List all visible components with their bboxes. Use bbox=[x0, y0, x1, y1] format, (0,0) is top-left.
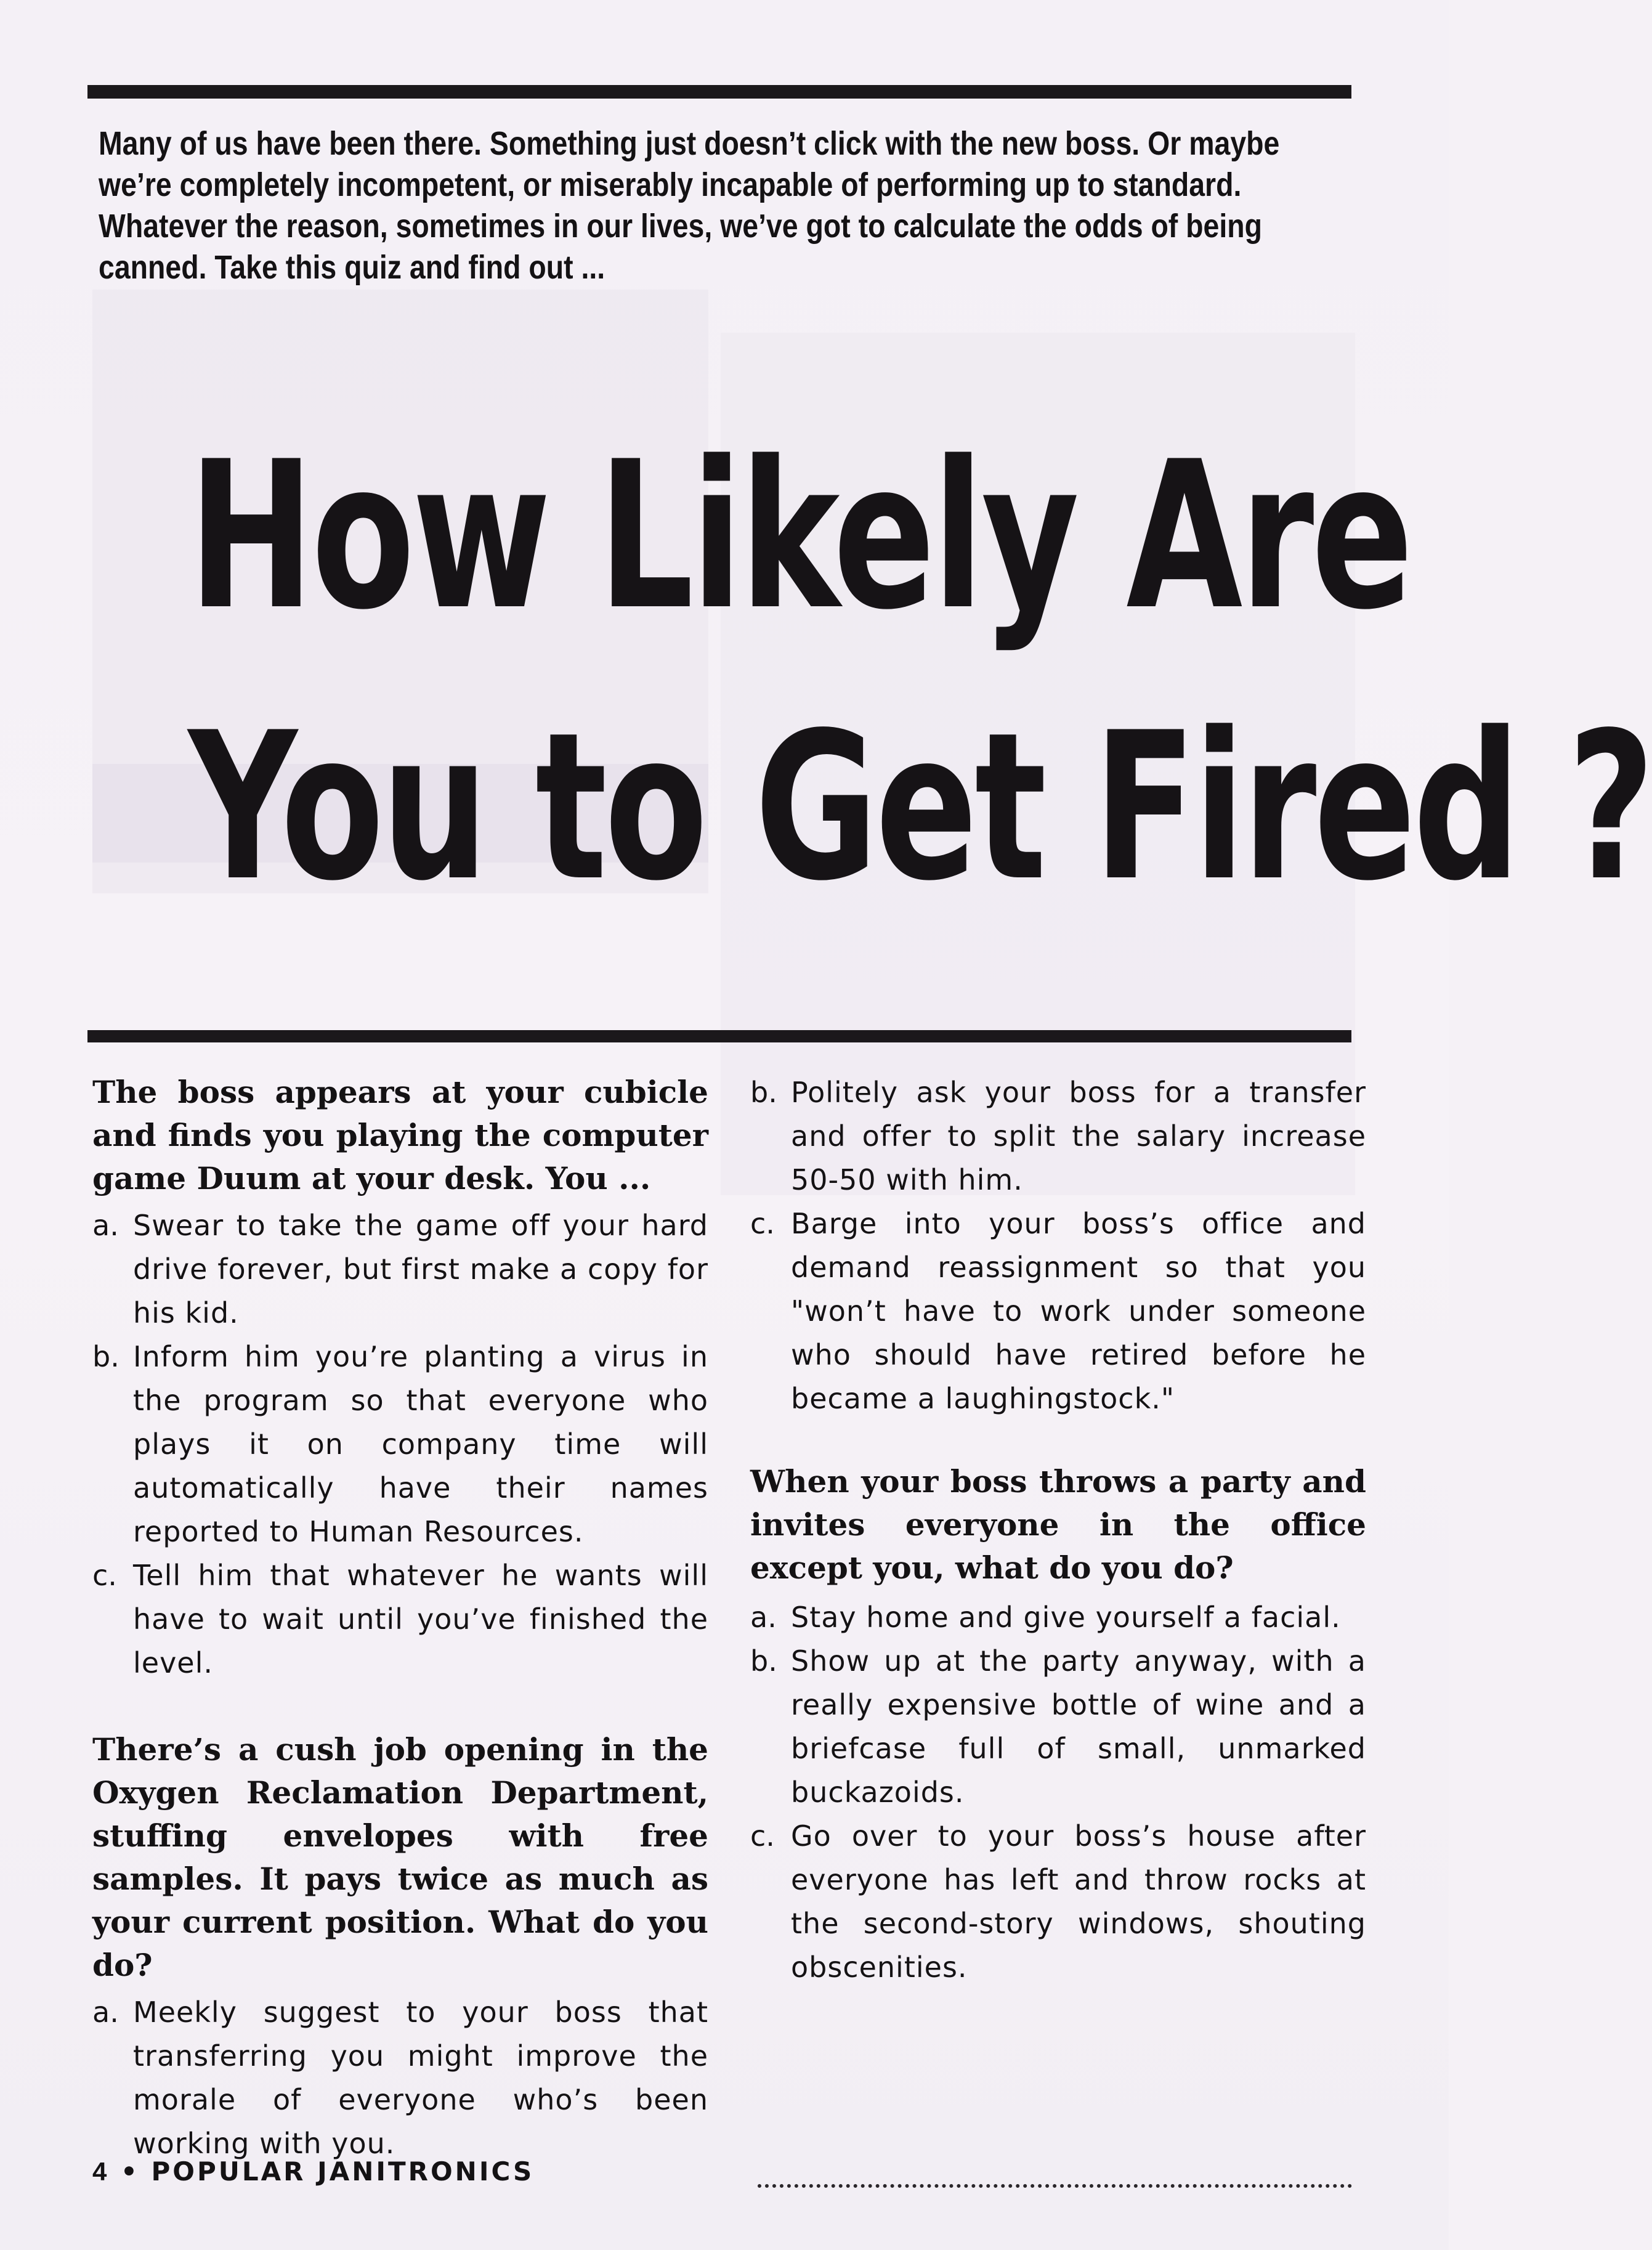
footer-dotted-rule bbox=[758, 2184, 1352, 2188]
headline-line-1: How Likely Are bbox=[188, 418, 1411, 654]
option-letter: a. bbox=[92, 1996, 119, 2029]
question-prompt: When your boss throws a party and invites everyone in the office except you, what do you do? bbox=[750, 1463, 1366, 1586]
option-text: Swear to take the game off your hard drive forever, but first make a copy for his kid. bbox=[133, 1209, 708, 1330]
option-letter: c. bbox=[750, 1207, 775, 1240]
right-column bbox=[750, 1071, 1366, 1989]
answer-list bbox=[750, 1596, 1366, 1989]
top-rule bbox=[87, 85, 1351, 99]
option-letter: b. bbox=[750, 1076, 777, 1109]
option-letter: c. bbox=[750, 1819, 775, 1853]
option-text: Go over to your boss’s house after everyone has left and throw rocks at the second-story windows, shouting obscenities. bbox=[791, 1819, 1366, 1984]
middle-rule bbox=[87, 1030, 1351, 1042]
answer-option bbox=[92, 1554, 708, 1685]
option-letter: a. bbox=[92, 1209, 119, 1242]
answer-option bbox=[750, 1596, 1366, 1639]
option-letter: c. bbox=[92, 1559, 117, 1592]
option-letter: b. bbox=[750, 1644, 777, 1678]
magazine-name: POPULAR JANITRONICS bbox=[151, 2156, 535, 2187]
answer-option bbox=[750, 1814, 1366, 1989]
option-text: Tell him that whatever he wants will have to wait until you’ve finished the level. bbox=[133, 1559, 708, 1679]
option-text: Stay home and give yourself a facial. bbox=[791, 1601, 1341, 1634]
bullet-separator: • bbox=[120, 2156, 140, 2187]
question-prompt: The boss appears at your cubicle and finds you playing the computer game Duum at your desk. You ... bbox=[92, 1074, 708, 1196]
option-text: Politely ask your boss for a transfer and offer to split the salary increase 50-50 with him. bbox=[791, 1076, 1366, 1196]
answer-list bbox=[92, 1991, 708, 2166]
option-text: Barge into your boss’s office and demand reassignment so that you "won’t have to work under someone who should have retired before he became a laughingstock." bbox=[791, 1207, 1366, 1415]
page-footer bbox=[92, 2156, 534, 2187]
answer-list bbox=[92, 1204, 708, 1685]
headline-line-2: You to Get Fired ? bbox=[188, 689, 1652, 925]
option-text: Meekly suggest to your boss that transferring you might improve the morale of everyone who’s been working with you. bbox=[133, 1996, 708, 2160]
question-3 bbox=[750, 1460, 1366, 1989]
answer-option bbox=[92, 1335, 708, 1554]
option-letter: b. bbox=[92, 1340, 119, 1373]
answer-option bbox=[750, 1202, 1366, 1421]
answer-option bbox=[92, 1204, 708, 1335]
option-text: Show up at the party anyway, with a really expensive bottle of wine and a briefcase full of small, unmarked buckazoids. bbox=[791, 1644, 1366, 1809]
intro-paragraph: Many of us have been there. Something just doesn’t click with the new boss. Or maybe we’re completely incompetent, or miserably incapable of performing up to standard. Whatever the reason, sometimes in our lives, we’ve got to calculate the odds of being canned. Take this quiz and find out ... bbox=[99, 125, 1280, 286]
answer-list-continued bbox=[750, 1071, 1366, 1421]
answer-option bbox=[92, 1991, 708, 2166]
question-prompt: There’s a cush job opening in the Oxygen Reclamation Department, stuffing envelopes with free samples. It pays twice as much as your current position. What do you do? bbox=[92, 1731, 708, 1983]
answer-option bbox=[750, 1071, 1366, 1202]
answer-option bbox=[750, 1639, 1366, 1814]
left-column bbox=[92, 1071, 708, 2166]
question-2 bbox=[92, 1728, 708, 2166]
question-1 bbox=[92, 1071, 708, 1685]
option-letter: a. bbox=[750, 1601, 777, 1634]
option-text: Inform him you’re planting a virus in the program so that everyone who plays it on company time will automatically have their names reported to Human Resources. bbox=[133, 1340, 708, 1548]
page-number: 4 bbox=[92, 2157, 110, 2186]
